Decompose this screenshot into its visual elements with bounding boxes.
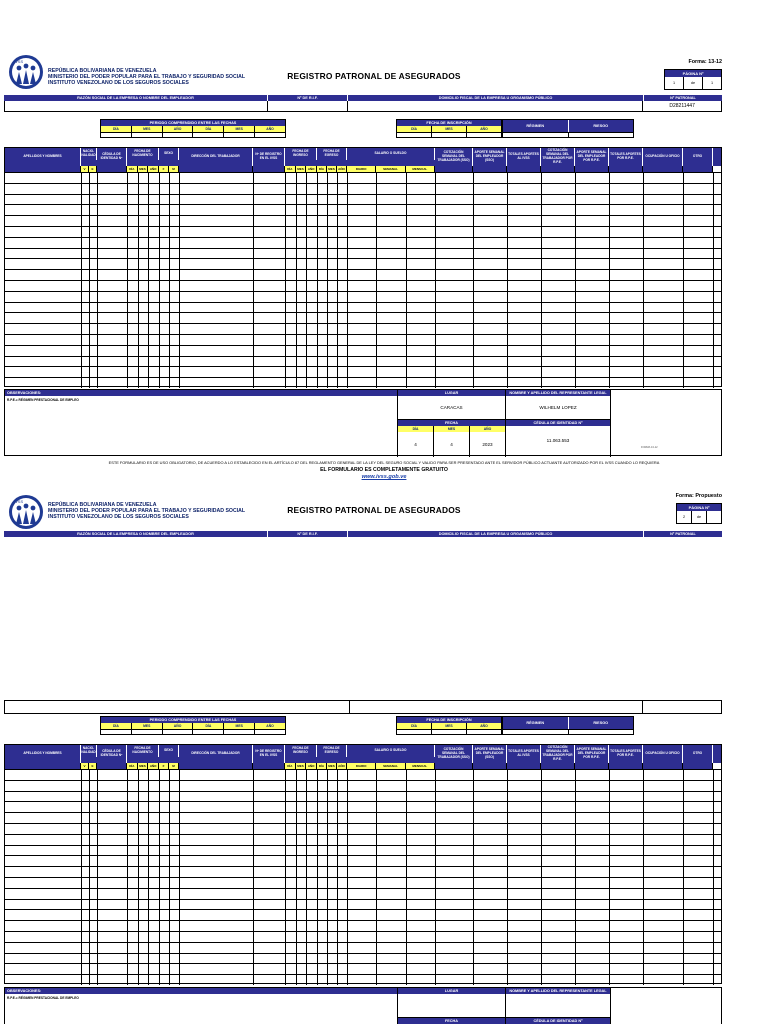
table-row[interactable]: [5, 791, 721, 792]
svg-text:IVSS: IVSS: [14, 499, 24, 504]
page-number-box: [664, 69, 722, 90]
gratuito-note: EL FORMULARIO ES COMPLETAMENTE GRATUITO: [320, 467, 448, 473]
table-row[interactable]: [5, 323, 721, 324]
table-row[interactable]: [5, 356, 721, 357]
column-subheader: DÍA: [127, 763, 138, 769]
column-subheader: DÍA: [285, 763, 296, 769]
table-row[interactable]: [5, 215, 721, 216]
column-header: OCUPACIÓN U OFICIO: [643, 148, 683, 166]
inscripcion-block: FECHA DE INSCRIPCIÓN DÍA MES AÑO: [396, 716, 502, 735]
institution-line1: REPÚBLICA BOLIVARIANA DE VENEZUELA: [48, 68, 157, 74]
fecha-cols: DÍA MES AÑO: [398, 426, 505, 432]
page-number-box: PÁGINA Nº 2 de: [676, 503, 722, 524]
column-header: NACIO-NALIDAD: [81, 148, 97, 160]
table-row[interactable]: [5, 377, 721, 378]
form-code-small: FORMA 13-12: [641, 446, 658, 449]
domicilio-label: DOMICILIO FISCAL DE LA EMPRESA U ORGANISMO PÚBLICO: [348, 95, 644, 101]
rpe-note: R.P.E.= RÉGIMEN PRESTACIONAL DE EMPLEO: [7, 398, 79, 402]
column-header: OTRO: [683, 745, 713, 763]
column-subheader: MES: [327, 763, 337, 769]
column-subheader: MES: [296, 763, 307, 769]
column-header: APORTE SEMANAL DEL EMPLEADOR POR R.P.E.: [575, 745, 609, 763]
column-subheader: M: [169, 763, 179, 769]
table-row[interactable]: [5, 812, 721, 813]
asegurados-table: [4, 744, 722, 984]
table-row[interactable]: [5, 366, 721, 367]
periodo-block: [100, 119, 286, 138]
column-subheader: M: [169, 166, 179, 172]
table-row[interactable]: [5, 866, 721, 867]
table-row[interactable]: [5, 780, 721, 781]
svg-text:IVSS: IVSS: [14, 59, 24, 64]
institution-header: [48, 68, 245, 86]
column-header: FECHA DE INGRESO: [285, 745, 317, 757]
column-header: COTIZACIÓN SEMANAL DEL TRABAJADOR (SSO): [435, 148, 473, 166]
column-header: APORTE SEMANAL DEL EMPLEADOR (SSO): [473, 745, 507, 763]
column-subheader: V: [81, 763, 89, 769]
institution-header: REPÚBLICA BOLIVARIANA DE VENEZUELA MINISTERIO DEL PODER POPULAR PARA EL TRABAJO Y SEGURIDAD SOCIAL INSTITUTO VENEZOLANO DE LOS SEGUROS SOCIALES: [48, 502, 246, 520]
column-header: Nº DE REGISTRO EN EL IVSS: [253, 148, 285, 166]
fecha-values[interactable]: 4 4 2023: [398, 432, 505, 457]
observaciones-block: [4, 389, 722, 456]
forma-label: Forma: Propuesto: [675, 493, 722, 499]
inscripcion-title: FECHA DE INSCRIPCIÓN: [397, 120, 501, 126]
column-header: CÉDULA DE IDENTIDAD Nº: [97, 148, 127, 166]
fecha-label: FECHA: [398, 420, 505, 426]
column-header: COTIZACIÓN SEMANAL DEL TRABAJADOR POR R.P.E.: [541, 148, 575, 166]
column-header: NACIO-NALIDAD: [81, 745, 97, 757]
table-row[interactable]: [5, 248, 721, 249]
asegurados-table: [4, 147, 722, 387]
forma-label: Forma: 13-12: [688, 59, 722, 65]
column-header: APORTE SEMANAL DEL EMPLEADOR (SSO): [473, 148, 507, 166]
column-subheader: AÑO: [148, 763, 159, 769]
column-header: APELLIDOS Y NOMBRES: [5, 148, 81, 166]
table-header: [5, 148, 721, 166]
table-row[interactable]: [5, 312, 721, 313]
column-header: SALARIO O SUELDO: [347, 148, 435, 160]
table-row[interactable]: [5, 899, 721, 900]
regimen-label: RÉGIMEN: [503, 120, 569, 132]
table-row[interactable]: [5, 801, 721, 802]
table-row[interactable]: [5, 920, 721, 921]
form-page-1: [4, 52, 722, 456]
column-header: DIRECCIÓN DEL TRABAJADOR: [179, 148, 253, 166]
table-header: [5, 745, 721, 763]
column-subheader: DIARIO: [347, 763, 376, 769]
column-subheader: SEMANAL: [376, 166, 405, 172]
table-row[interactable]: [5, 834, 721, 835]
column-header: TOTALES APORTES AL IVSS: [507, 148, 541, 166]
table-row[interactable]: [5, 334, 721, 335]
column-subheader: AÑO: [306, 166, 317, 172]
cedula-field[interactable]: 11.063.553: [546, 438, 570, 443]
column-header: TOTALES APORTES POR R.P.E.: [609, 148, 643, 166]
observaciones-title: OBSERVACIONES:: [5, 390, 397, 396]
column-subheader: MENSUAL: [406, 166, 435, 172]
column-subheader: DÍA: [285, 166, 296, 172]
column-header: OCUPACIÓN U OFICIO: [643, 745, 683, 763]
table-row[interactable]: [5, 172, 721, 173]
column-subheader: AÑO: [337, 166, 347, 172]
column-header: FECHA DE EGRESO: [317, 745, 347, 757]
inscripcion-block: [396, 119, 502, 138]
column-subheader: E: [89, 763, 97, 769]
ivss-logo-icon: [8, 54, 44, 90]
lugar-label: LUGAR: [398, 390, 505, 396]
column-header: Nº DE REGISTRO EN EL IVSS: [253, 745, 285, 763]
column-subheader: SEMANAL: [376, 763, 405, 769]
employer-header-bar: RAZÓN SOCIAL DE LA EMPRESA O NOMBRE DEL EMPLEADOR Nº DE R.I.F. DOMICILIO FISCAL DE LA EMPRESA U ORGANISMO PÚBLICO Nº PATRONAL: [4, 531, 722, 537]
column-subheader: MES: [327, 166, 337, 172]
representante-label: NOMBRE Y APELLIDO DEL REPRESENTANTE LEGAL: [506, 390, 610, 396]
table-row[interactable]: [5, 909, 721, 910]
column-subheader: AÑO: [337, 763, 347, 769]
table-row[interactable]: [5, 258, 721, 259]
institution-line3: INSTITUTO VENEZOLANO DE LOS SEGUROS SOCIALES: [48, 80, 189, 86]
inscripcion-cols: DÍA MES AÑO: [397, 126, 501, 132]
table-row[interactable]: [5, 877, 721, 878]
regimen-values[interactable]: [503, 132, 633, 138]
column-subheader: F: [159, 763, 169, 769]
table-row[interactable]: [5, 942, 721, 943]
column-header: APORTE SEMANAL DEL EMPLEADOR POR R.P.E.: [575, 148, 609, 166]
table-row[interactable]: [5, 931, 721, 932]
table-row[interactable]: [5, 280, 721, 281]
table-row[interactable]: [5, 269, 721, 270]
rif-field[interactable]: [268, 101, 348, 111]
razon-social-field[interactable]: [5, 101, 268, 111]
column-header: FECHA DE EGRESO: [317, 148, 347, 160]
patronal-label: Nº PATRONAL: [670, 96, 696, 100]
column-header: OTRO: [683, 148, 713, 166]
column-subheader: DÍA: [317, 763, 327, 769]
column-subheader: F: [159, 166, 169, 172]
column-subheader: AÑO: [306, 763, 317, 769]
periodo-cols: DÍA MES AÑO DÍA MES AÑO: [101, 126, 285, 132]
column-subheader: E: [89, 166, 97, 172]
ivss-logo-icon: [8, 494, 44, 530]
table-row[interactable]: [5, 855, 721, 856]
riesgo-label: RIESGO: [593, 124, 609, 128]
table-row[interactable]: [5, 226, 721, 227]
employer-values-row: [4, 101, 722, 112]
column-header: DIRECCIÓN DEL TRABAJADOR: [179, 745, 253, 763]
patronal-field[interactable]: D28211447: [669, 103, 695, 109]
razon-social-label: RAZÓN SOCIAL DE LA EMPRESA O NOMBRE DEL EMPLEADOR: [4, 95, 268, 101]
column-header: CÉDULA DE IDENTIDAD Nº: [97, 745, 127, 763]
table-row[interactable]: [5, 302, 721, 303]
form-title: REGISTRO PATRONAL DE ASEGURADOS: [287, 71, 461, 81]
column-header: SEXO: [159, 745, 179, 757]
website-link[interactable]: www.ivss.gob.ve: [361, 474, 407, 480]
column-header: FECHA DE INGRESO: [285, 148, 317, 160]
table-row[interactable]: [5, 194, 721, 195]
regimen-block: RÉGIMEN RIESGO: [502, 716, 634, 735]
inscripcion-values[interactable]: [397, 132, 501, 138]
column-header: TOTALES APORTES AL IVSS: [507, 745, 541, 763]
table-row[interactable]: [5, 953, 721, 954]
rif-label: Nº DE R.I.F.: [268, 95, 348, 101]
table-row[interactable]: [5, 769, 721, 770]
table-row[interactable]: [5, 291, 721, 292]
column-subheader: DÍA: [127, 166, 138, 172]
page-total: 1: [710, 81, 714, 85]
institution-line2: MINISTERIO DEL PODER POPULAR PARA EL TRABAJO Y SEGURIDAD SOCIAL: [48, 74, 246, 80]
column-subheader: AÑO: [148, 166, 159, 172]
column-subheader: V: [81, 166, 89, 172]
column-subheader: MENSUAL: [406, 763, 435, 769]
employer-values-row: [4, 700, 722, 714]
form-page-2: [4, 490, 722, 1024]
column-subheader: MES: [138, 166, 149, 172]
regimen-block: [502, 119, 634, 138]
column-header: APELLIDOS Y NOMBRES: [5, 745, 81, 763]
column-header: SALARIO O SUELDO: [347, 745, 435, 757]
column-header: SEXO: [159, 148, 179, 160]
column-subheader: MES: [138, 763, 149, 769]
periodo-values[interactable]: [101, 132, 285, 138]
legal-note: ESTE FORMULARIO ES DE USO OBLIGATORIO, DE ACUERDO A LO ESTABLECIDO EN EL ARTÍCULO 87 DEL REGLAMENTO GENERAL DE LA LEY DEL SEGURO SOCIAL Y VALIDO PARA SER PRESENTADO ANTE EL SERVIDOR PÚBLICO ACTUANTE AUTORIZADO POR EL IVSS CUANDO LO REQUIERA: [108, 460, 660, 465]
table-row[interactable]: [5, 237, 721, 238]
table-row[interactable]: [5, 845, 721, 846]
observaciones-block: OBSERVACIONES: R.P.E.= RÉGIMEN PRESTACIONAL DE EMPLEO LUGAR FECHA NOMBRE Y APELLIDO DEL REPRESENTANTE LEGAL CÉDULA DE IDENTIDAD Nº: [4, 987, 722, 1024]
column-subheader: MES: [296, 166, 307, 172]
column-header: TOTALES APORTES POR R.P.E.: [609, 745, 643, 763]
periodo-title: PERIODO COMPRENDIDO ENTRE LAS FECHAS: [101, 120, 285, 126]
column-header: COTIZACIÓN SEMANAL DEL TRABAJADOR POR R.P.E.: [541, 745, 575, 763]
form-title: REGISTRO PATRONAL DE ASEGURADOS: [287, 505, 461, 515]
page-current: 1: [665, 77, 684, 89]
table-row[interactable]: [5, 345, 721, 346]
cedula-label: CÉDULA DE IDENTIDAD Nº: [506, 420, 610, 426]
page-number-label: PÁGINA Nº: [665, 70, 721, 77]
table-row[interactable]: [5, 204, 721, 205]
lugar-field[interactable]: CARACAS: [398, 396, 505, 420]
column-header: COTIZACIÓN SEMANAL DEL TRABAJADOR (SSO): [435, 745, 473, 763]
table-row[interactable]: [5, 963, 721, 964]
table-row[interactable]: [5, 888, 721, 889]
periodo-block: PERIODO COMPRENDIDO ENTRE LAS FECHAS DÍA MES AÑO DÍA MES AÑO: [100, 716, 286, 735]
column-header: FECHA DE NACIMIENTO: [127, 745, 159, 757]
column-header: FECHA DE NACIMIENTO: [127, 148, 159, 160]
representante-field[interactable]: WILHELM LOPEZ: [506, 396, 610, 420]
page-of: de: [684, 77, 703, 89]
column-subheader: DÍA: [317, 166, 327, 172]
table-row[interactable]: [5, 183, 721, 184]
domicilio-field[interactable]: [348, 101, 643, 111]
table-row[interactable]: [5, 823, 721, 824]
column-subheader: DIARIO: [347, 166, 376, 172]
table-row[interactable]: [5, 974, 721, 975]
